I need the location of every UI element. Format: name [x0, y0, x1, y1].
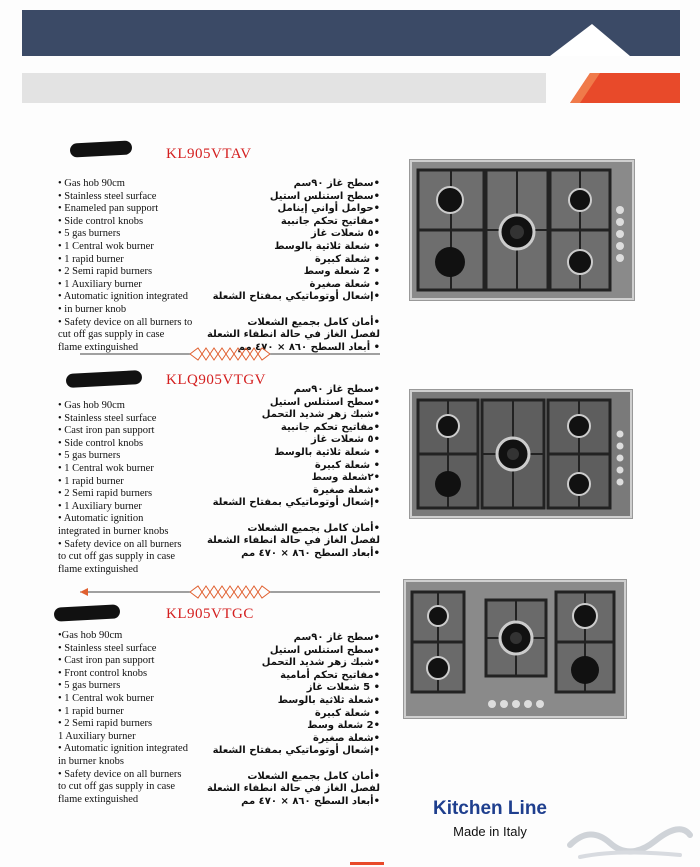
feature-en: to cut off gas supply in case [58, 551, 176, 563]
brand-logo [420, 798, 560, 839]
feature-en: • 1 Central wok burner [58, 462, 154, 474]
feature-ar: •شبك زهر شديد التحمل [261, 409, 380, 421]
header-orange-accent [570, 73, 680, 103]
feature-ar: •سطح استنلس استيل [269, 190, 380, 202]
feature-ar: •شعلة صغيرة [312, 732, 380, 744]
redacted-mark [70, 140, 133, 157]
feature-en: • 1 rapid burner [58, 253, 124, 265]
header-grey-bar [22, 73, 546, 103]
feature-ar: • شعلة كبيرة [314, 707, 380, 719]
feature-ar: • شعلة كبيرة [314, 459, 380, 471]
feature-ar: • أبعاد السطح ٨٦٠ × ٤٧٠ مم [237, 341, 380, 353]
feature-en: flame extinguished [58, 563, 139, 575]
feature-ar: •سطح غاز ٩٠سم [293, 632, 380, 643]
feature-ar: •أمان كامل بجميع الشعلات [247, 770, 380, 782]
feature-en: • 5 gas burners [58, 680, 121, 692]
feature-en: • Safety device on all burners to [58, 316, 193, 328]
feature-en: • 2 Semi rapid burners [58, 718, 153, 730]
ornament-divider [80, 584, 380, 600]
feature-ar: •إشعال أوتوماتيكي بمفتاح الشعلة [212, 291, 380, 303]
feature-en: • 1 Central wok burner [58, 692, 154, 704]
feature-ar: •سطح غاز ٩٠سم [293, 384, 380, 395]
feature-en: • Gas hob 90cm [58, 178, 125, 189]
feature-en: • 1 Auxiliary burner [58, 500, 142, 512]
feature-en: • Cast iron pan support [58, 425, 155, 437]
feature-ar: •أبعاد السطح ٨٦٠ × ٤٧٠ مم [241, 547, 380, 559]
feature-en: 1 Auxiliary burner [58, 730, 136, 742]
features-en-list [58, 630, 188, 806]
feature-ar [210, 304, 380, 317]
feature-en: integrated in burner knobs [58, 525, 169, 537]
feature-ar: •سطح استنلس استيل [269, 396, 380, 408]
feature-en: to cut off gas supply in case [58, 781, 176, 793]
feature-ar: •سطح غاز ٩٠سم [293, 178, 380, 189]
feature-en: • 1 rapid burner [58, 475, 124, 487]
feature-en: • 2 Semi rapid burners [58, 266, 153, 278]
features-en-list [58, 178, 192, 354]
features-ar-list [206, 632, 380, 808]
feature-ar: •مفاتيح تحكم جانبية [280, 421, 380, 433]
feature-ar: • شعلة ثلاثية بالوسط [274, 446, 380, 458]
feature-en: • Cast iron pan support [58, 655, 155, 667]
feature-ar: •أمان كامل بجميع الشعلات [247, 316, 380, 328]
hob-image-kl905vtgc [404, 580, 626, 718]
feature-en: • Side control knobs [58, 215, 144, 227]
redacted-mark [66, 370, 143, 388]
header-notch [530, 10, 680, 56]
feature-ar: •٢شعلة وسط [311, 472, 380, 484]
feature-en: • 5 gas burners [58, 450, 121, 462]
feature-en: • Stainless steel surface [58, 642, 157, 654]
watermark [560, 805, 700, 865]
feature-ar: • 5 شعلات غاز [306, 682, 380, 694]
features-ar-list [206, 384, 380, 560]
feature-ar: • شعلة صغيرة [309, 278, 380, 290]
feature-ar: • 2 شعلة وسط [303, 266, 380, 278]
feature-en: • Automatic ignition integrated [58, 743, 188, 755]
model-title: KL905VTGC [166, 606, 254, 622]
feature-ar [210, 510, 380, 523]
hob-image-klq905vtgv [410, 390, 632, 518]
feature-en: • in burner knob [58, 303, 127, 315]
feature-en: • Enameled pan support [58, 203, 159, 215]
feature-en: • 1 rapid burner [58, 705, 124, 717]
feature-ar: لفصل الغاز في حالة انطفاء الشعلة [206, 783, 380, 795]
feature-en: • Stainless steel surface [58, 412, 157, 424]
feature-en: flame extinguished [58, 793, 139, 805]
feature-ar [210, 758, 380, 771]
brand-tagline: Made in Italy [453, 824, 527, 839]
feature-ar: لفصل الغاز في حالة انطفاء الشعلة [206, 329, 380, 341]
feature-ar: •2 شعلة وسط [307, 720, 380, 732]
feature-en: • Gas hob 90cm [58, 400, 125, 411]
footer-accent [350, 862, 384, 865]
feature-ar: •مفاتيح تحكم جانبية [280, 215, 380, 227]
feature-ar: •شعلة ثلاثية بالوسط [277, 694, 380, 706]
feature-en: •Gas hob 90cm [58, 630, 123, 641]
feature-ar: •شعلة صغيرة [312, 484, 380, 496]
feature-ar: •مفاتيح تحكم أمامية [280, 669, 380, 681]
feature-en: • Safety device on all burners [58, 538, 182, 550]
hob-image-kl905vtav [410, 160, 634, 300]
feature-ar: •أمان كامل بجميع الشعلات [247, 522, 380, 534]
feature-ar: •٥ شعلات غاز [311, 434, 380, 446]
model-title: KLQ905VTGV [166, 372, 266, 388]
feature-ar: •٥ شعلات غاز [311, 228, 380, 240]
feature-en: • Stainless steel surface [58, 190, 157, 202]
feature-en: • Safety device on all burners [58, 768, 182, 780]
feature-en: • 5 gas burners [58, 228, 121, 240]
feature-en: • Side control knobs [58, 437, 144, 449]
feature-ar: • شعلة ثلاثية بالوسط [274, 240, 380, 252]
model-title: KL905VTAV [166, 146, 252, 162]
feature-ar: لفصل الغاز في حالة انطفاء الشعلة [206, 535, 380, 547]
feature-ar: •حوامل أواني إينامل [277, 203, 380, 215]
redacted-mark [54, 604, 121, 621]
feature-en: • 1 Auxiliary burner [58, 278, 142, 290]
feature-en: • 1 Central wok burner [58, 240, 154, 252]
feature-en: • 2 Semi rapid burners [58, 488, 153, 500]
features-en-list [58, 400, 182, 576]
feature-ar: •شبك زهر شديد التحمل [261, 657, 380, 669]
feature-en: • Front control knobs [58, 667, 148, 679]
features-ar-list [206, 178, 380, 354]
ornament-divider [80, 346, 380, 362]
brand-name: Kitchen Line [432, 798, 547, 819]
feature-ar: •أبعاد السطح ٨٦٠ × ٤٧٠ مم [241, 795, 380, 807]
feature-en: flame extinguished [58, 341, 139, 353]
feature-en: in burner knobs [58, 755, 124, 767]
feature-en: • Automatic ignition integrated [58, 291, 188, 303]
feature-ar: •إشعال أوتوماتيكي بمفتاح الشعلة [212, 745, 380, 757]
feature-en: cut off gas supply in case [58, 329, 165, 341]
feature-en: • Automatic ignition [58, 513, 144, 525]
feature-ar: • شعلة كبيرة [314, 253, 380, 265]
feature-ar: •سطح استنلس استيل [269, 644, 380, 656]
feature-ar: •إشعال أوتوماتيكي بمفتاح الشعلة [212, 497, 380, 509]
